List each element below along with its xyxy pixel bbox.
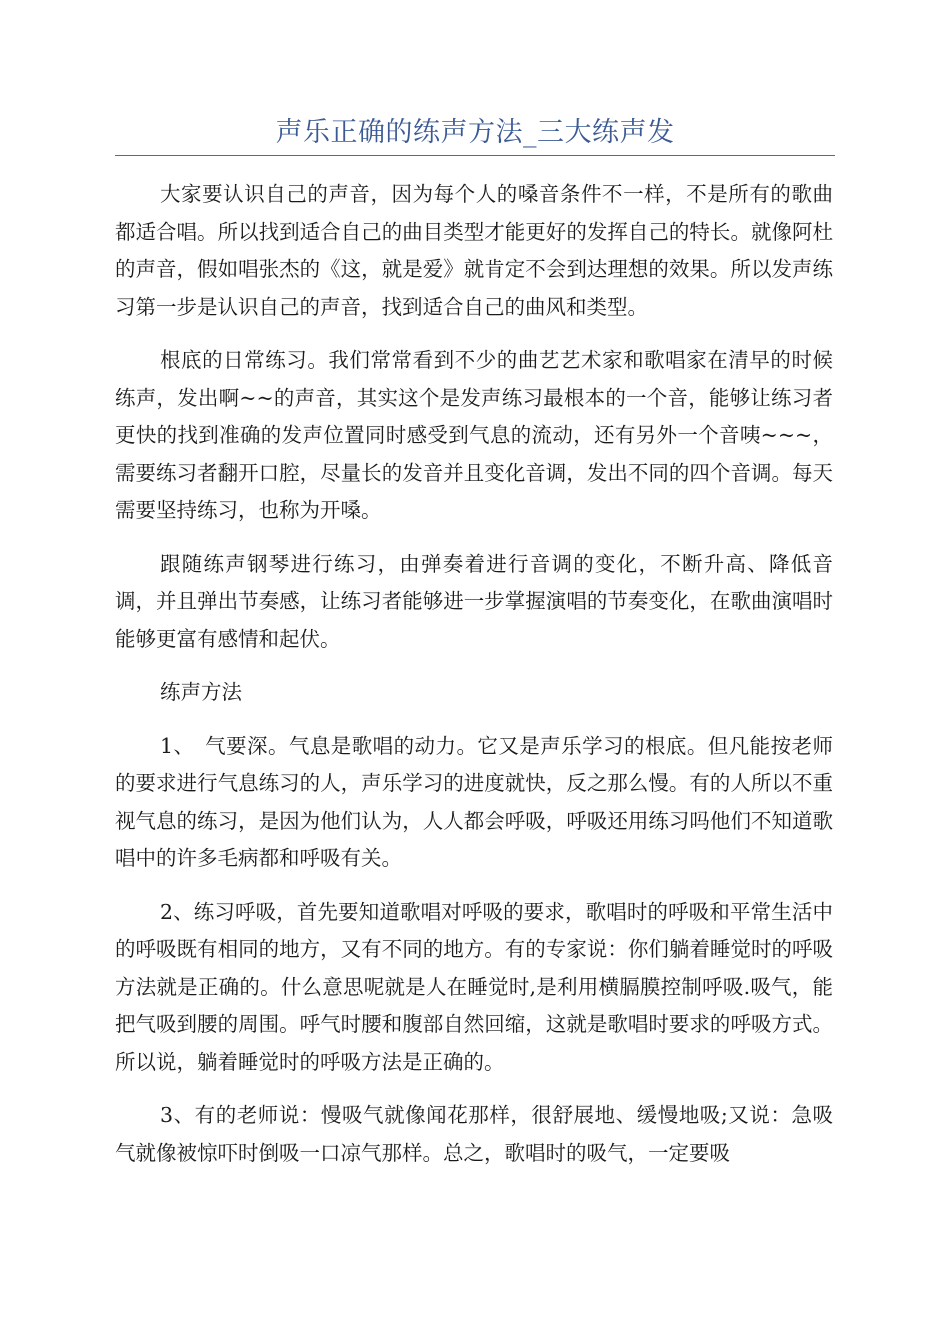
paragraph-piano-practice: 跟随练声钢琴进行练习，由弹奏着进行音调的变化，不断升高、降低音调，并且弹出节奏感，让练习者能够进一步掌握演唱的节奏变化，在歌曲演唱时能够更富有感情和起伏。 xyxy=(115,551,833,651)
paragraph-method-1: 1、 气要深。气息是歌唱的动力。它又是声乐学习的根底。但凡能按老师的要求进行气息练习的人，声乐学习的进度就快，反之那么慢。有的人所以不重视气息的练习，是因为他们认为，人人都会呼吸，呼吸还用练习吗他们不知道歌唱中的许多毛病都和呼吸有关。 xyxy=(115,733,833,870)
title-underline xyxy=(115,155,835,156)
paragraph-daily-practice: 根底的日常练习。我们常常看到不少的曲艺艺术家和歌唱家在清早的时候练声，发出啊~~的声音，其实这个是发声练习最根本的一个音，能够让练习者更快的找到准确的发声位置同时感受到气息的流动，还有另外一个音咦~~~，需要练习者翻开口腔，尽量长的发音并且变化音调，发出不同的四个音调。每天需要坚持练习，也称为开嗓。 xyxy=(115,348,833,522)
document-title: 声乐正确的练声方法_三大练声发 xyxy=(275,117,675,148)
paragraph-method-2: 2、练习呼吸，首先要知道歌唱对呼吸的要求，歌唱时的呼吸和平常生活中的呼吸既有相同的地方，又有不同的地方。有的专家说：你们躺着睡觉时的呼吸方法就是正确的。什么意思呢就是人在睡觉时,是利用横膈膜控制呼吸.吸气，能把气吸到腰的周围。呼气时腰和腹部自然回缩，这就是歌唱时要求的呼吸方式。所以说，躺着睡觉时的呼吸方法是正确的。 xyxy=(115,899,833,1074)
paragraph-method-3: 3、有的老师说：慢吸气就像闻花那样，很舒展地、缓慢地吸;又说：急吸气就像被惊吓时倒吸一口凉气那样。总之，歌唱时的吸气，一定要吸 xyxy=(115,1103,833,1165)
document-body xyxy=(115,176,833,1188)
section-heading-methods: 练声方法 xyxy=(160,680,242,704)
paragraph-intro: 大家要认识自己的声音，因为每个人的嗓音条件不一样，不是所有的歌曲都适合唱。所以找到适合自己的曲目类型才能更好的发挥自己的特长。就像阿杜的声音，假如唱张杰的《这，就是爱》就肯定不会到达理想的效果。所以发声练习第一步是认识自己的声音，找到适合自己的曲风和类型。 xyxy=(115,182,833,319)
